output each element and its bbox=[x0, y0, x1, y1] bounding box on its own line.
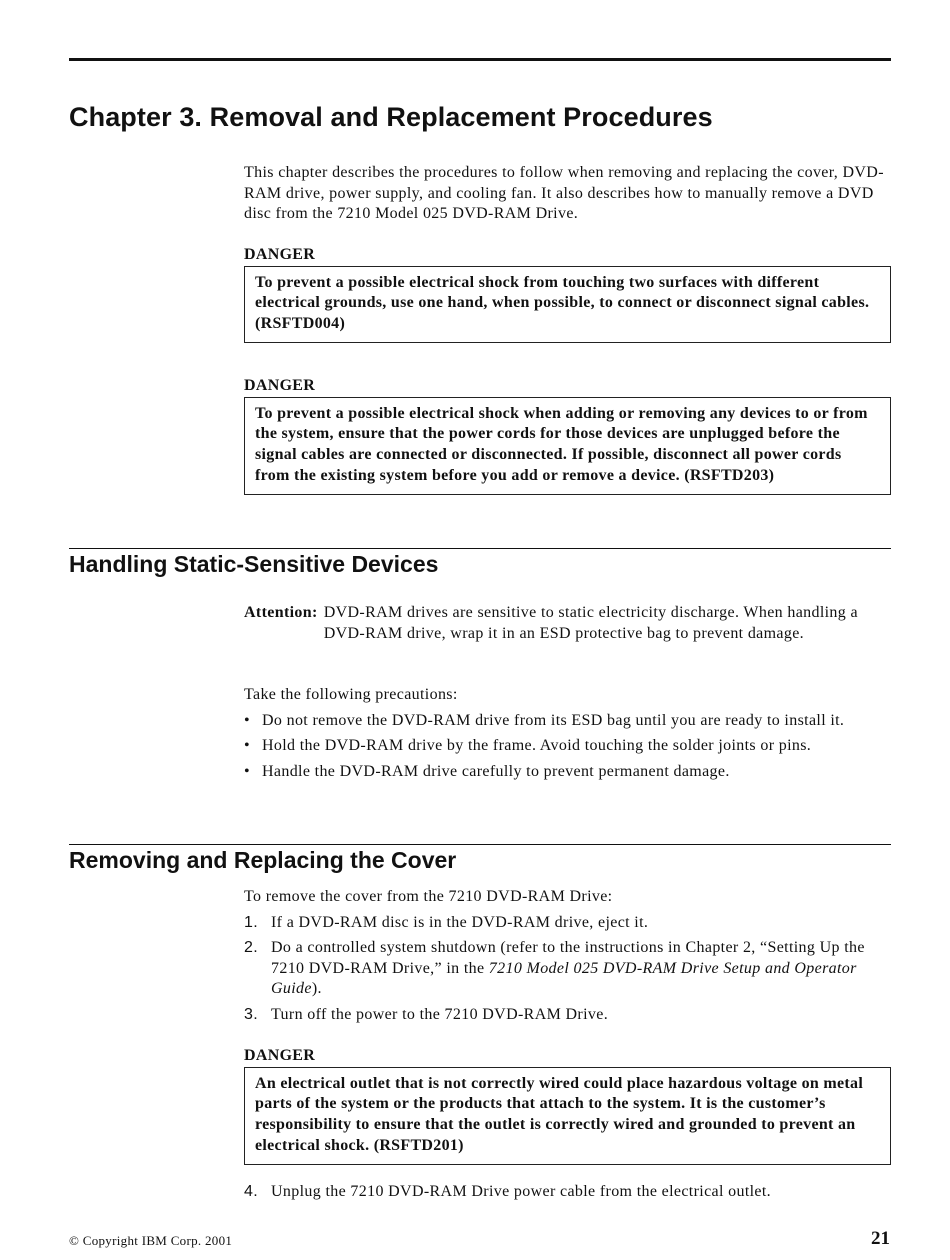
danger-notice-3 bbox=[244, 1046, 891, 1165]
cover-steps-block bbox=[244, 887, 891, 1031]
attention-label: Attention: bbox=[244, 604, 318, 621]
list-item bbox=[244, 938, 891, 1000]
steps-list bbox=[244, 913, 891, 1026]
top-rule bbox=[69, 58, 891, 61]
intro-paragraph: This chapter describes the procedures to follow when removing and replacing the cover, DVD-RAM drive, power supply, and cooling fan. It also describes how to manually remove a DVD disc from the 7210 Model 025 DVD-RAM Drive. bbox=[244, 164, 884, 223]
step-text: Unplug the 7210 DVD-RAM Drive power cable from the electrical outlet. bbox=[271, 1183, 772, 1200]
list-item bbox=[244, 913, 891, 934]
precautions-list bbox=[244, 711, 891, 783]
danger-label: DANGER bbox=[244, 1047, 316, 1064]
step-text: Turn off the power to the 7210 DVD-RAM Drive. bbox=[271, 1005, 609, 1023]
step-number: 2. bbox=[244, 939, 259, 957]
list-item: • Do not remove the DVD-RAM drive from its ESD bag until you are ready to install it. bbox=[244, 711, 891, 732]
list-item: • Hold the DVD-RAM drive by the frame. Avoid touching the solder joints or pins. bbox=[244, 736, 891, 757]
attention-note bbox=[244, 603, 891, 644]
step-number: 3. bbox=[244, 1005, 259, 1023]
guide-title: 7210 Model 025 DVD-RAM Drive Setup and Operator Guide bbox=[271, 959, 857, 998]
steps-list-continued bbox=[244, 1182, 891, 1203]
step-number: 1. bbox=[244, 913, 259, 931]
page-number: 21 bbox=[871, 1228, 890, 1249]
attention-text: DVD-RAM drives are sensitive to static electricity discharge. When handling a DVD-RAM drive, wrap it in an ESD protective bag to prevent damage. bbox=[323, 604, 858, 642]
step-text: If a DVD-RAM disc is in the DVD-RAM drive, eject it. bbox=[271, 913, 649, 931]
step-4-block bbox=[244, 1182, 891, 1208]
danger-label: DANGER bbox=[244, 246, 316, 263]
danger-box: An electrical outlet that is not correctly wired could place hazardous voltage on metal parts of the system or the products that attach to the system. It is the customer’s responsibility to ensure that the outlet is correctly wired and grounded to prevent an electrical shock. (RSFTD201) bbox=[244, 1067, 891, 1165]
section-rule bbox=[69, 844, 891, 845]
list-item bbox=[244, 1005, 891, 1026]
cover-intro: To remove the cover from the 7210 DVD-RAM Drive: bbox=[244, 888, 613, 905]
danger-label: DANGER bbox=[244, 377, 316, 394]
danger-notice-2 bbox=[244, 376, 891, 495]
section-title-static: Handling Static-Sensitive Devices bbox=[69, 551, 439, 577]
danger-notice-1 bbox=[244, 245, 891, 343]
precautions-block bbox=[244, 685, 891, 787]
step-number: 4. bbox=[244, 1183, 259, 1200]
precautions-intro: Take the following precautions: bbox=[244, 686, 458, 703]
section-title-cover: Removing and Replacing the Cover bbox=[69, 847, 457, 873]
copyright-footer: © Copyright IBM Corp. 2001 bbox=[69, 1233, 233, 1248]
chapter-title: Chapter 3. Removal and Replacement Procedures bbox=[69, 102, 713, 132]
danger-box: To prevent a possible electrical shock from touching two surfaces with different electrical grounds, use one hand, when possible, to connect or disconnect signal cables. (RSFTD004) bbox=[244, 266, 891, 343]
list-item bbox=[244, 1182, 891, 1203]
danger-box: To prevent a possible electrical shock when adding or removing any devices to or from the system, ensure that the power cords for those devices are unplugged before the signal cables are connected or disconnected. If possible, disconnect all power cords from the existing system before you add or remove a device. (RSFTD203) bbox=[244, 397, 891, 495]
step-text: Do a controlled system shutdown (refer to the instructions in Chapter 2, “Setting Up the 7210 DVD-RAM Drive,” in the 7210 Model 025 DVD-RAM Drive Setup and Operator Guide). bbox=[271, 939, 865, 998]
list-item: • Handle the DVD-RAM drive carefully to prevent permanent damage. bbox=[244, 762, 891, 783]
section-rule bbox=[69, 548, 891, 549]
